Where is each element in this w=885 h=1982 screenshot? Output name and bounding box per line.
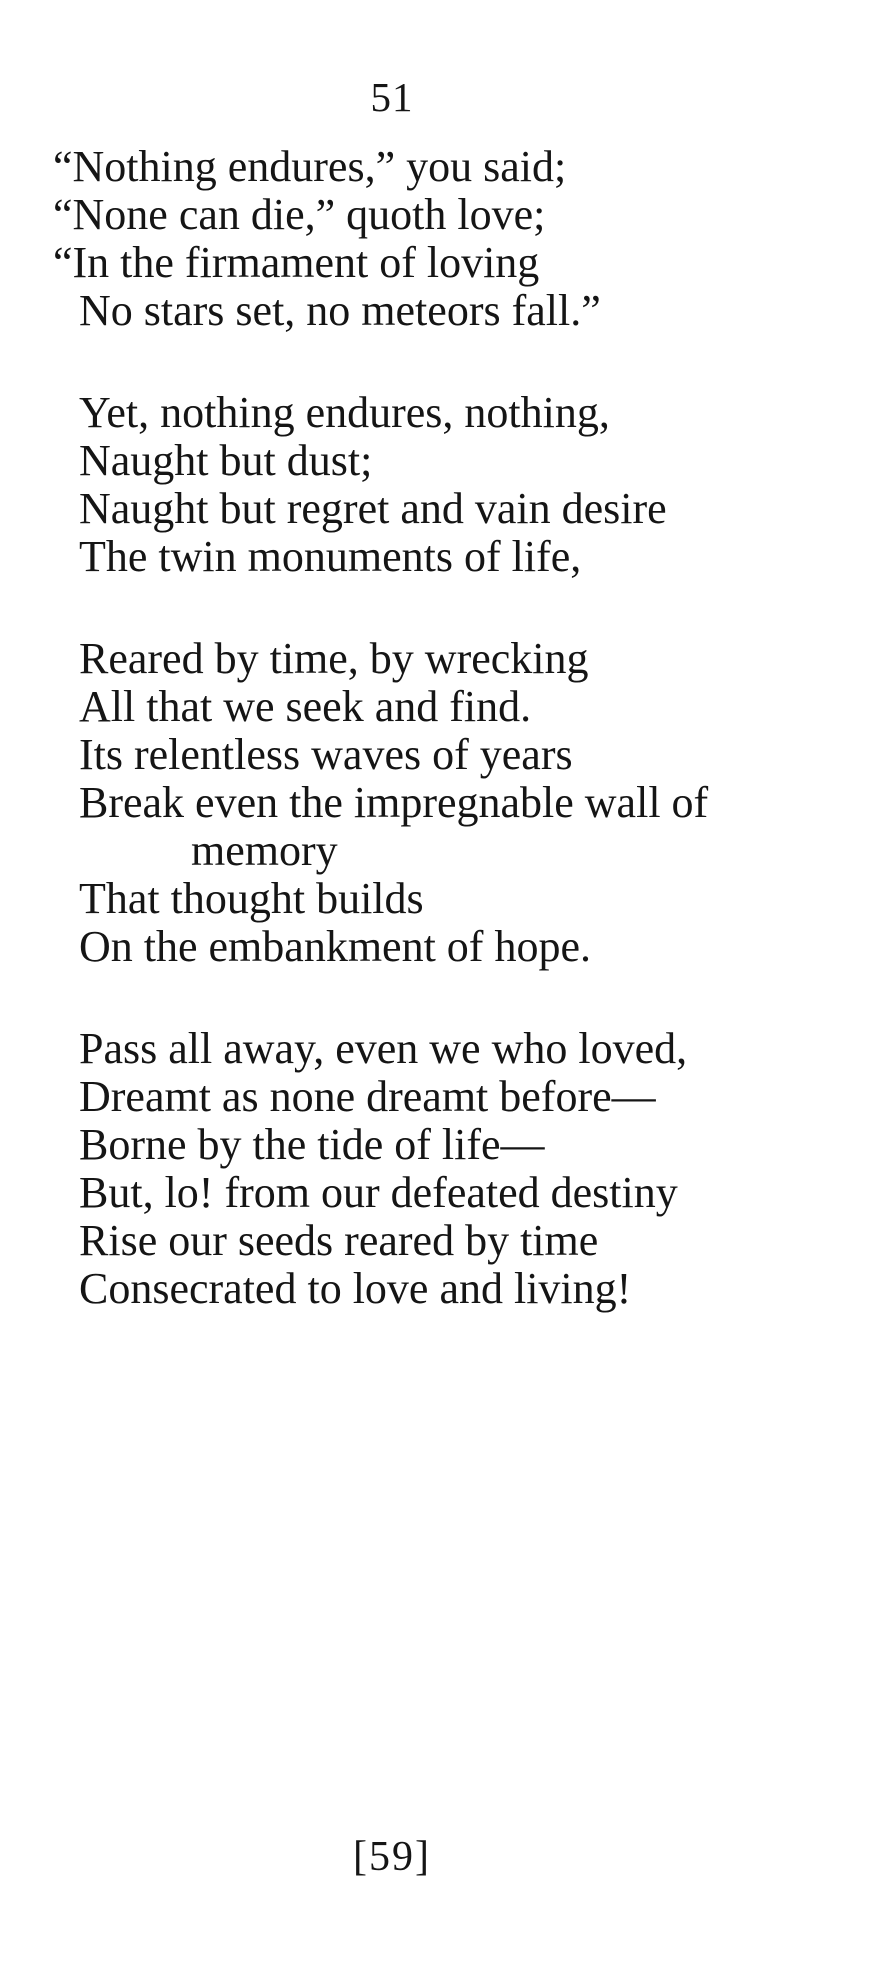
poem-line: Consecrated to love and living! (79, 1264, 632, 1313)
page-number: [59] (353, 1834, 431, 1880)
poem-line: Pass all away, even we who loved, (79, 1024, 688, 1073)
poem-line: Yet, nothing endures, nothing, (79, 388, 610, 437)
stanza-1 (53, 143, 833, 335)
poem-line: Dreamt as none dreamt before— (79, 1072, 656, 1121)
poem-line: But, lo! from our defeated destiny (79, 1168, 678, 1217)
poem-line-continuation: memory (191, 826, 338, 875)
poem-body (53, 143, 833, 1313)
poem-line: “Nothing endures,” you said; (53, 142, 567, 191)
poem-line: That thought builds (79, 874, 424, 923)
poem-line: Reared by time, by wrecking (79, 634, 589, 683)
poem-line: The twin monuments of life, (79, 532, 582, 581)
stanza-4 (53, 1025, 833, 1313)
stanza-2 (53, 389, 833, 581)
poem-line: “In the firmament of loving (53, 238, 540, 287)
poem-line: Naught but regret and vain desire (79, 484, 667, 533)
poem-line: On the embankment of hope. (79, 922, 591, 971)
stanza-break (53, 581, 833, 635)
poem-line: All that we seek and find. (79, 682, 532, 731)
poem-line: Rise our seeds reared by time (79, 1216, 599, 1265)
stanza-3 (53, 635, 833, 971)
poem-line: Borne by the tide of life— (79, 1120, 545, 1169)
stanza-break (53, 335, 833, 389)
poem-line: Break even the impregnable wall of (79, 778, 709, 827)
poem-line: Its relentless waves of years (79, 730, 573, 779)
poem-line: No stars set, no meteors fall.” (79, 286, 601, 335)
poem-number: 51 (370, 74, 414, 120)
poem-line: Naught but dust; (79, 436, 373, 485)
poem-line: “None can die,” quoth love; (53, 190, 546, 239)
stanza-break (53, 971, 833, 1025)
